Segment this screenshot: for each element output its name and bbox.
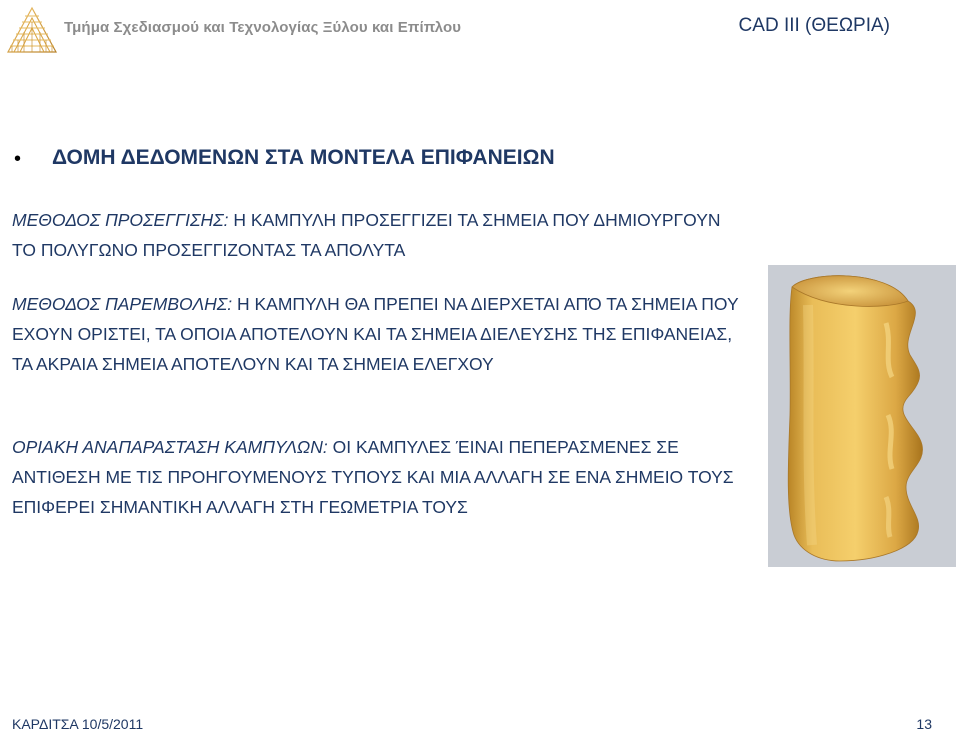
paragraph-text: Η ΚΑΜΠΥΛΗ ΠΡΟΣΕΓΓΙΖΕΙ ΤΑ ΣΗΜΕΙΑ ΠΟΥ ΔΗΜΙΟΥΡΓΟΥΝ ΤΟ ΠΟΛΥΓΩΝΟ ΠΡΟΣΕΓΓΙΖΟΝΤΑΣ ΤΑ ΑΠΟΛΥΤΑ [12, 210, 721, 260]
paragraph-approximation-method [12, 205, 742, 265]
department-logo-icon [4, 2, 60, 58]
surface-model-image [768, 265, 956, 567]
paragraph-text: Η ΚΑΜΠΥΛΗ ΘΑ ΠΡΕΠΕΙ ΝΑ ΔΙΕΡΧΕΤΑΙ ΑΠΌ ΤΑ ΣΗΜΕΙΑ ΠΟΥ ΕΧΟΥΝ ΟΡΙΣΤΕΙ, ΤΑ ΟΠΟΙΑ ΑΠΟΤΕΛΟΥΝ ΚΑΙ ΤΑ ΣΗΜΕΙΑ ΔΙΕΛΕΥΣΗΣ ΤΗΣ ΕΠΙΦΑΝΕΙΑΣ, ΤΑ ΑΚΡΑΙΑ ΣΗΜΕΙΑ ΑΠΟΤΕΛΟΥΝ ΚΑΙ ΤΑ ΣΗΜΕΙΑ ΕΛΕΓΧΟΥ [12, 294, 739, 374]
paragraph-label: ΜΕΘΟΔΟΣ ΠΡΟΣΕΓΓΙΣΗΣ: [12, 210, 229, 230]
bullet-icon: • [14, 148, 22, 170]
page-number: 13 [916, 716, 932, 732]
paragraph-text: ΟΙ ΚΑΜΠΥΛΕΣ ΈΙΝΑΙ ΠΕΠΕΡΑΣΜΕΝΕΣ ΣΕ ΑΝΤΙΘΕΣΗ ΜΕ ΤΙΣ ΠΡΟΗΓΟΥΜΕΝΟΥΣ ΤΥΠΟΥΣ ΚΑΙ ΜΙΑ ΑΛΛΑΓΗ ΣΕ ΕΝΑ ΣΗΜΕΙΟ ΤΟΥΣ ΕΠΙΦΕΡΕΙ ΣΗΜΑΝΤΙΚΗ ΑΛΛΑΓΗ ΣΤΗ ΓΕΩΜΕΤΡΙΑ ΤΟΥΣ [12, 437, 734, 517]
paragraph-label: ΜΕΘΟΔΟΣ ΠΑΡΕΜΒΟΛΗΣ: [12, 294, 233, 314]
course-title: CAD III (ΘΕΩΡΙΑ) [738, 15, 890, 36]
paragraph-label: ΟΡΙΑΚΗ ΑΝΑΠΑΡΑΣΤΑΣΗ ΚΑΜΠΥΛΩΝ: [12, 437, 328, 457]
department-title: Τμήμα Σχεδιασμού και Τεχνολογίας Ξύλου και Επίπλου [64, 19, 462, 36]
section-heading: ΔΟΜΗ ΔΕΔΟΜΕΝΩΝ ΣΤΑ ΜΟΝΤΕΛΑ ΕΠΙΦΑΝΕΙΩΝ [52, 146, 555, 169]
paragraph-interpolation-method [12, 289, 742, 379]
slide-header [0, 0, 960, 60]
footer-place-date: ΚΑΡΔΙΤΣΑ 10/5/2011 [12, 716, 144, 732]
wavy-surface-illustration [768, 265, 956, 567]
section-heading-row [10, 146, 710, 172]
paragraph-boundary-representation [12, 432, 742, 522]
